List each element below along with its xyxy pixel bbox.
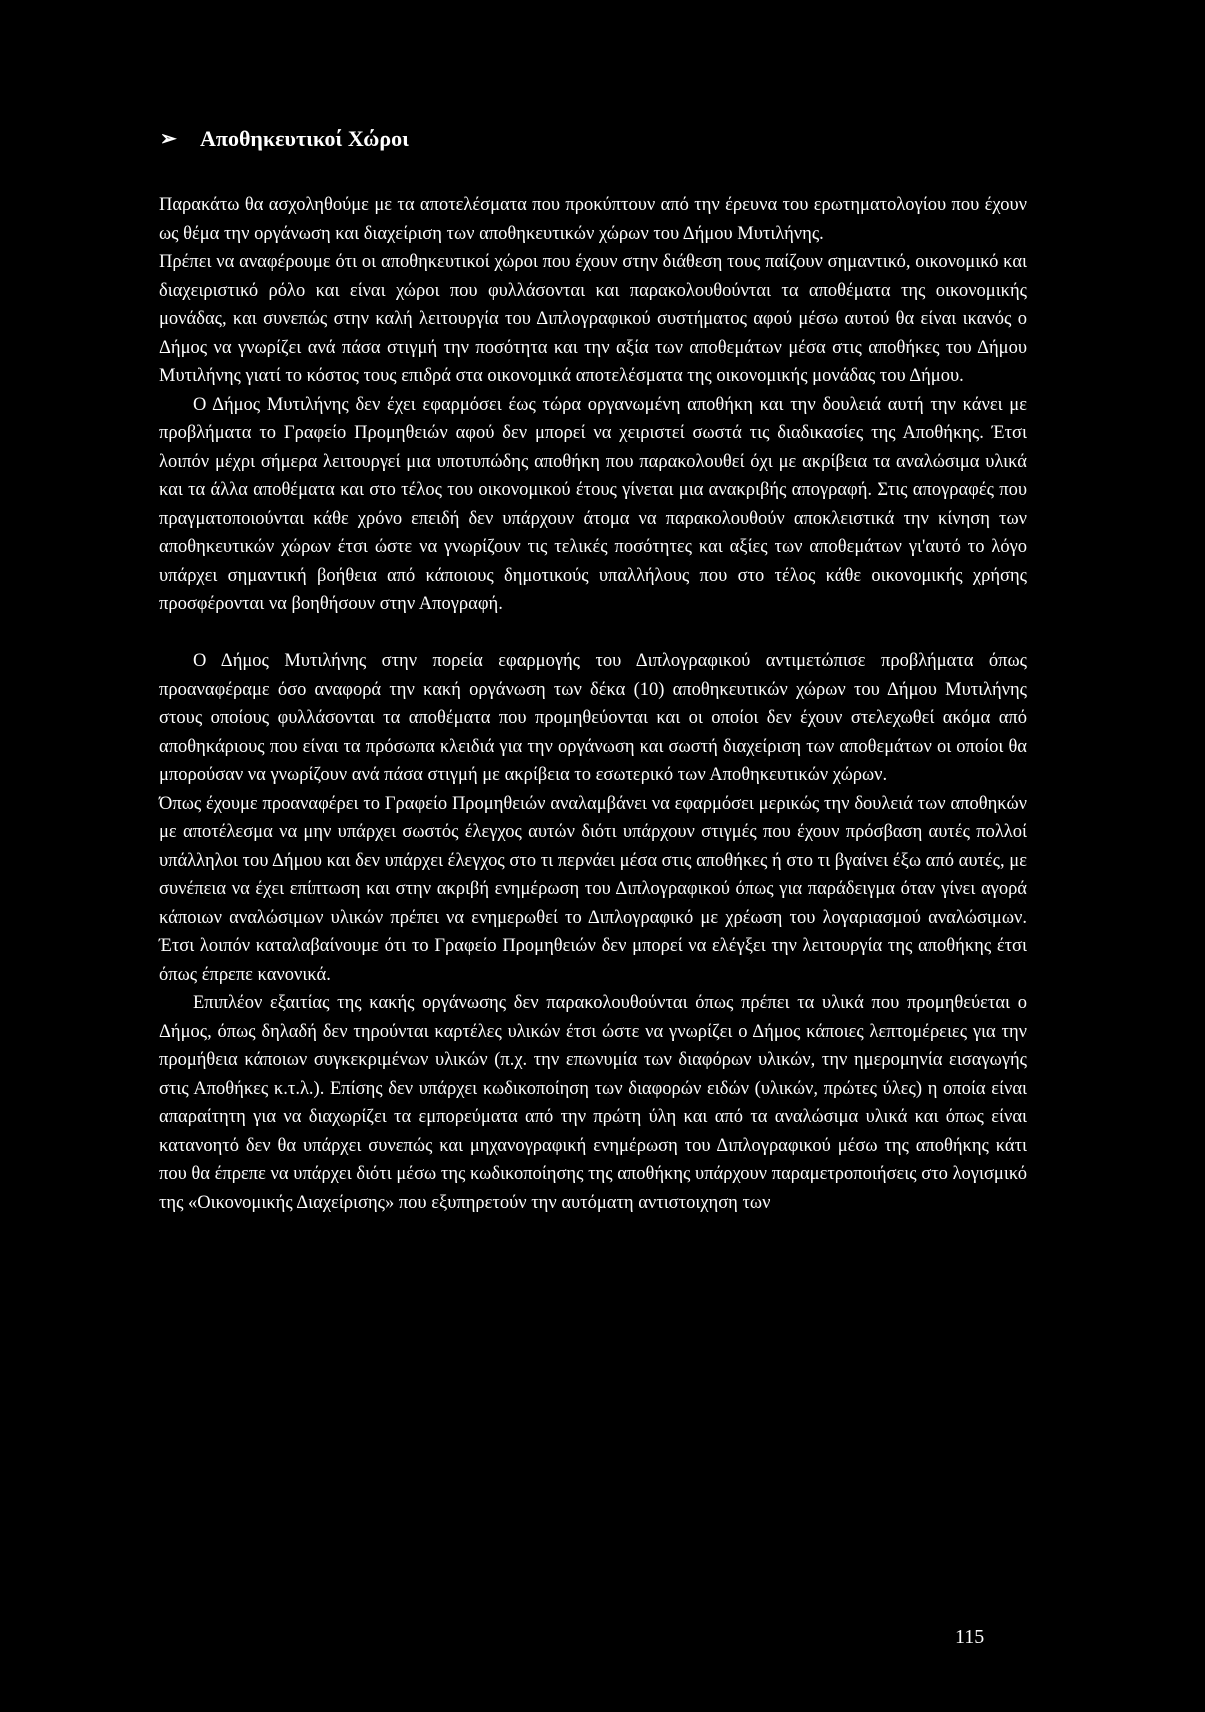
paragraph-procurement-office: Όπως έχουμε προαναφέρει το Γραφείο Προμηθειών αναλαμβάνει να εφαρμόσει μερικώς την δουλειά των αποθηκών με αποτέλεσμα να μην υπάρχει σωστός έλεγχος αυτών διότι υπάρχουν στιγμές που έχουν πρόσβαση αυτές πολλοί υπάλληλοι του Δήμου και δεν υπάρχει έλεγχος στο τι περνάει μέσα στις αποθήκες ή στο τι βγαίνει έξω από αυτές, με συνέπεια να έχει επίπτωση και στην ακριβή ενημέρωση του Διπλογραφικού όπως για παράδειγμα όταν γίνει αγορά κάποιων αναλώσιμων υλικών πρέπει να ενημερωθεί το Διπλογραφικό με χρέωση του λογαριασμού αναλώσιμων. Έτσι λοιπόν καταλαβαίνουμε ότι το Γραφείο Προμηθειών δεν μπορεί να ελέγξει την λειτουργία της αποθήκης έτσι όπως έπρεπε κανονικά. [159,793,1027,985]
arrow-bullet-icon: ➢ [160,128,177,150]
paragraph-no-warehouse: Ο Δήμος Μυτιλήνης δεν έχει εφαρμόσει έως τώρα οργανωμένη αποθήκη και την δουλειά αυτή την κάνει με προβλήματα το Γραφείο Προμηθειών αφού δεν μπορεί να χειριστεί σωστά τις διαδικασίες της Αποθήκης. Έτσι λοιπόν μέχρι σήμερα λειτουργεί μια υποτυπώδης αποθήκη που παρακολουθεί όχι με ακρίβεια τα αναλώσιμα υλικά και τα άλλα αποθέματα και στο τέλος του οικονομικού έτους γίνεται μια ανακριβής απογραφή. Στις απογραφές που πραγματοποιούνται κάθε χρόνο επειδή δεν υπάρχουν άτομα να παρακολουθούν αποκλειστικά την κίνηση των αποθηκευτικών χώρων έτσι ώστε να γνωρίζουν τις τελικές ποσότητες και αξίες των αποθεμάτων γι'αυτό το λόγο υπάρχει σημαντική βοήθεια από κάποιους δημοτικούς υπαλλήλους που στο τέλος κάθε οικονομικής χρήσης προσφέρονται να βοηθήσουν στην Απογραφή. [159,394,1027,614]
paragraph-intro: Παρακάτω θα ασχοληθούμε με τα αποτελέσματα που προκύπτουν από την έρευνα του ερωτηματολογίου που έχουν ως θέμα την οργάνωση και διαχείριση των αποθηκευτικών χώρων του Δήμου Μυτιλήνης. [159,195,1027,244]
paragraph-problems: Ο Δήμος Μυτιλήνης στην πορεία εφαρμογής του Διπλογραφικού αντιμετώπισε προβλήματα όπως προαναφέραμε όσο αναφορά την κακή οργάνωση των δέκα (10) αποθηκευτικών χώρων του Δήμου Μυτιλήνης στους οποίους φυλλάσονται τα αποθέματα που προμηθεύονται και οι οποίοι δεν έχουν στελεχωθεί ακόμα από αποθηκάριους που είναι τα πρόσωπα κλειδιά για την οργάνωση και σωστή διαχείριση των αποθεμάτων οι οποίοι θα μπορούσαν να γνωρίζουν ανά πάσα στιγμή με ακρίβεια το εσωτερικό των Αποθηκευτικών χώρων. [159,651,1027,785]
paragraph-storage-role: Πρέπει να αναφέρουμε ότι οι αποθηκευτικοί χώροι που έχουν στην διάθεση τους παίζουν σημαντικό, οικονομικό και διαχειριστικό ρόλο και είναι χώροι που φυλλάσονται και παρακολουθούνται τα αποθέματα της οικονομικής μονάδας, και συνεπώς στην καλή λειτουργία του Διπλογραφικού συστήματος αφού μέσω αυτού θα είναι ικανός ο Δήμος να γνωρίζει ανά πάσα στιγμή την ποσότητα και την αξία των αποθεμάτων μέσα στις αποθήκες του Δήμου Μυτιλήνης γιατί το κόστος τους επιδρά στα οικονομικά αποτελέσματα της οικονομικής μονάδας του Δήμου. [159,252,1027,386]
paragraph-coding: Επιπλέον εξαιτίας της κακής οργάνωσης δεν παρακολουθούνται όπως πρέπει τα υλικά που προμηθεύεται ο Δήμος, όπως δηλαδή δεν τηρούνται καρτέλες υλικών έτσι ώστε να γνωρίζει ο Δήμος κάποιες λεπτομέρειες για την προμήθεια κάποιων συγκεκριμένων υλικών (π.χ. την επωνυμία των διαφόρων υλικών, την ημερομηνία εισαγωγής στις Αποθήκες κ.τ.λ.). Επίσης δεν υπάρχει κωδικοποίηση των διαφορών ειδών (υλικών, πρώτες ύλες) η οποία είναι απαραίτητη για να διαχωρίζει τα εμπορεύματα από την πρώτη ύλη και από τα αναλώσιμα υλικά και όπως είναι κατανοητό δεν θα υπάρχει συνεπώς και μηχανογραφική ενημέρωση του Διπλογραφικού μέσω της αποθήκης κάτι που θα έπρεπε να υπάρχει διότι μέσω της κωδικοποίησης της αποθήκης υπάρχουν παραμετροποιήσεις στο λογισμικό της «Οικονομικής Διαχείρισης» που εξυπηρετούν την αυτόματη αντιστοιχηση των [159,993,1027,1213]
section-heading [160,126,409,152]
page-number: 115 [955,1626,985,1648]
body-text [159,191,1027,1217]
section-title: Αποθηκευτικοί Χώροι [200,126,409,151]
